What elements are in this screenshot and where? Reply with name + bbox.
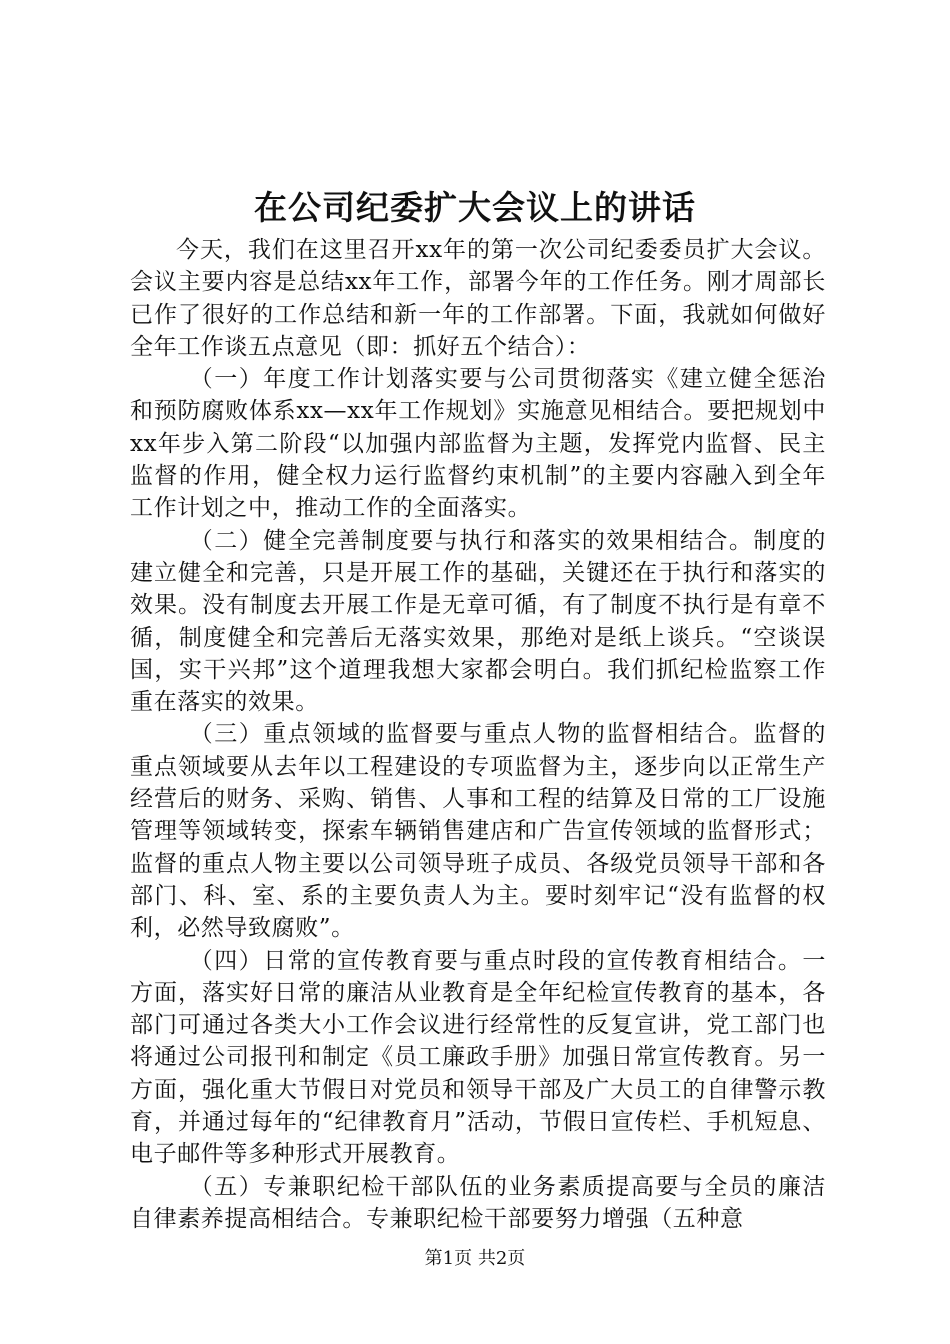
- paragraph-intro: 今天，我们在这里召开xx年的第一次公司纪委委员扩大会议。会议主要内容是总结xx年工作，部署今年的工作任务。刚才周部长已作了很好的工作总结和新一年的工作部署。下面，我就如何做好全年工作谈五点意见（即：抓好五个结合）：: [130, 237, 826, 360]
- paragraph-point-3: （三）重点领域的监督要与重点人物的监督相结合。监督的重点领域要从去年以工程建设的专项监督为主，逐步向以正常生产经营后的财务、采购、销售、人事和工程的结算及日常的工厂设施管理等领域转变，探索车辆销售建店和广告宣传领域的监督形式；监督的重点人物主要以公司领导班子成员、各级党员领导干部和各部门、科、室、系的主要负责人为主。要时刻牢记“没有监督的权利，必然导致腐败”。: [130, 721, 826, 942]
- paragraph-point-5: （五）专兼职纪检干部队伍的业务素质提高要与全员的廉洁自律素养提高相结合。专兼职纪检干部要努力增强（五种意: [130, 1173, 826, 1232]
- document-body: [130, 234, 826, 1235]
- page-number-footer: 第1页 共2页: [424, 1248, 526, 1269]
- paragraph-point-1: （一）年度工作计划落实要与公司贯彻落实《建立健全惩治和预防腐败体系xx—xx年工作规划》实施意见相结合。要把规划中xx年步入第二阶段“以加强内部监督为主题，发挥党内监督、民主监督的作用，健全权力运行监督约束机制”的主要内容融入到全年工作计划之中，推动工作的全面落实。: [130, 366, 826, 522]
- document-title: 在公司纪委扩大会议上的讲话: [254, 188, 696, 227]
- paragraph-point-4: （四）日常的宣传教育要与重点时段的宣传教育相结合。一方面，落实好日常的廉洁从业教育是全年纪检宣传教育的基本，各部门可通过各类大小工作会议进行经常性的反复宣讲，党工部门也将通过公司报刊和制定《员工廉政手册》加强日常宣传教育。另一方面，强化重大节假日对党员和领导干部及广大员工的自律警示教育，并通过每年的“纪律教育月”活动，节假日宣传栏、手机短息、电子邮件等多种形式开展教育。: [130, 947, 826, 1168]
- paragraph-point-2: （二）健全完善制度要与执行和落实的效果相结合。制度的建立健全和完善，只是开展工作的基础，关键还在于执行和落实的效果。没有制度去开展工作是无章可循，有了制度不执行是有章不循，制度健全和完善后无落实效果，那绝对是纸上谈兵。“空谈误国，实干兴邦”这个道理我想大家都会明白。我们抓纪检监察工作重在落实的效果。: [130, 527, 826, 716]
